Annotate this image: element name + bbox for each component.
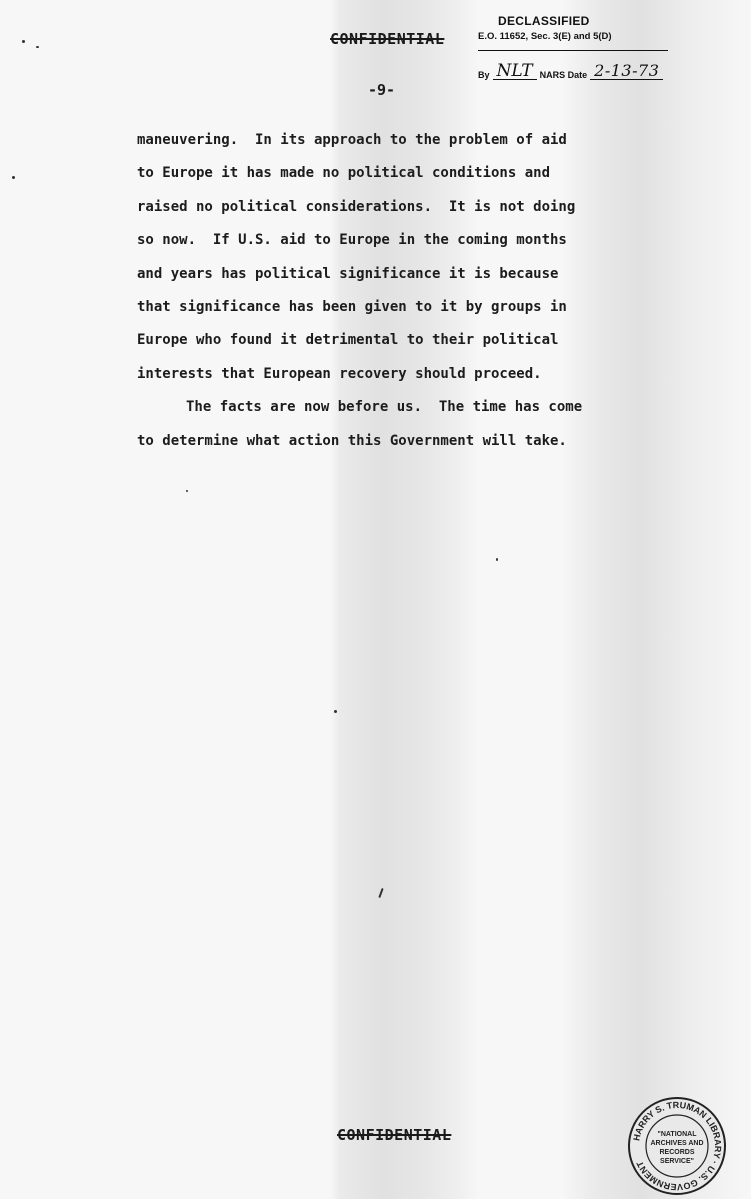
nars-date-label: NARS Date — [539, 70, 588, 80]
declassification-authority: E.O. 11652, Sec. 3(E) and 5(D) — [478, 31, 612, 42]
by-initials: NLT — [493, 63, 537, 80]
body-line: interests that European recovery should proceed. — [137, 365, 542, 382]
nars-date: 2-13-73 — [590, 63, 663, 80]
scan-speck — [36, 46, 39, 48]
declassification-stamp — [478, 14, 688, 80]
scan-speck — [496, 558, 498, 561]
truman-library-stamp — [627, 1096, 727, 1196]
stamp-line-2: ARCHIVES AND — [650, 1140, 704, 1147]
body-line: maneuvering. In its approach to the problem of aid — [137, 132, 567, 148]
body-line: raised no political considerations. It is not doing — [137, 198, 576, 215]
stamp-line-1: "NATIONAL — [657, 1131, 697, 1138]
body-line: to determine what action this Government will take. — [137, 432, 567, 449]
declassified-title: DECLASSIFIED — [498, 14, 590, 28]
declassification-signature-line — [478, 63, 688, 80]
stamp-line-4: SERVICE" — [660, 1158, 694, 1165]
body-line: Europe who found it detrimental to their political — [137, 332, 559, 349]
classification-footer: CONFIDENTIAL — [337, 1126, 452, 1144]
document-body — [137, 124, 677, 458]
body-line: and years has political significance it is because — [137, 265, 559, 282]
scan-speck — [22, 40, 25, 43]
body-line: that significance has been given to it by groups in — [137, 299, 567, 316]
body-line: to Europe it has made no political conditions and — [137, 165, 551, 182]
scan-speck — [334, 710, 337, 713]
body-line: so now. If U.S. aid to Europe in the coming months — [137, 232, 567, 249]
body-line: The facts are now before us. The time has come — [186, 399, 583, 416]
scan-speck — [12, 176, 15, 179]
declassification-rule — [478, 50, 668, 51]
by-label: By — [478, 70, 490, 80]
page-number: -9- — [368, 81, 396, 99]
classification-header: CONFIDENTIAL — [330, 30, 445, 48]
stamp-outer-text: HARRY S. TRUMAN LIBRARY · U.S. GOVERNMENT — [631, 1099, 724, 1193]
scan-speck — [186, 490, 188, 492]
scan-speck — [378, 888, 383, 898]
stamp-line-3: RECORDS — [659, 1149, 695, 1156]
